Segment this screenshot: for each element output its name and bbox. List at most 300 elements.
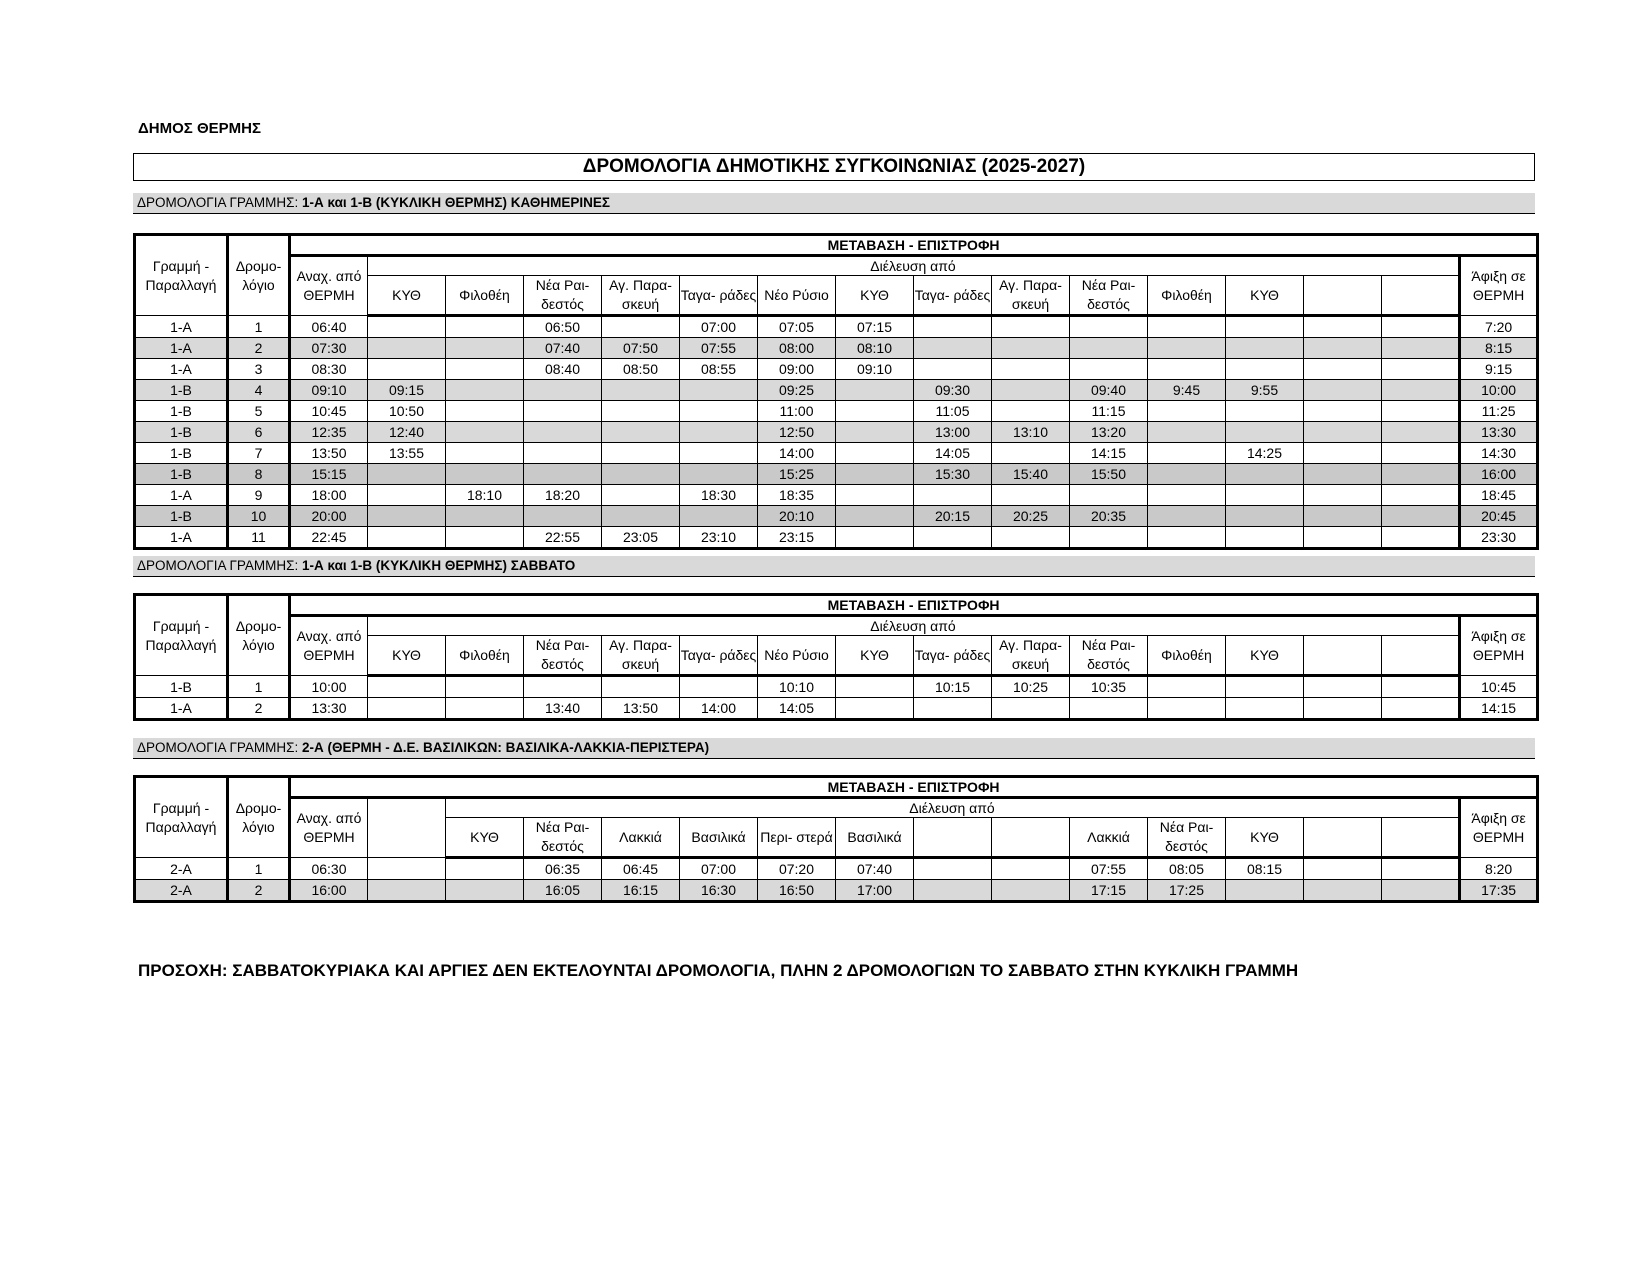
- stop-header: Βασιλικά: [680, 818, 758, 858]
- table-cell: [1304, 380, 1382, 401]
- stop-header: ΚΥΘ: [368, 276, 446, 316]
- table-row: [135, 422, 1538, 443]
- stop-header: Λακκιά: [602, 818, 680, 858]
- stop-header: Φιλοθέη: [1148, 276, 1226, 316]
- table-cell: [602, 485, 680, 506]
- stop-header: Αγ. Παρα- σκευή: [992, 276, 1070, 316]
- table-cell: [1304, 880, 1382, 902]
- table-row: [135, 401, 1538, 422]
- table-cell: [1226, 464, 1304, 485]
- table-cell: 13:55: [368, 443, 446, 464]
- table-cell: [680, 464, 758, 485]
- table-cell: 09:10: [836, 359, 914, 380]
- table-cell: 1-Β: [135, 380, 228, 401]
- table-cell: 14:25: [1226, 443, 1304, 464]
- section-prefix: ΔΡΟΜΟΛΟΓΙΑ ΓΡΑΜΜΗΣ:: [137, 558, 299, 573]
- table-cell: 1-Α: [135, 485, 228, 506]
- table-cell: [1382, 506, 1460, 527]
- table-cell: 18:10: [446, 485, 524, 506]
- table-cell: 20:10: [758, 506, 836, 527]
- table-cell: 10:45: [290, 401, 368, 422]
- table-cell: 13:10: [992, 422, 1070, 443]
- table-cell: 14:00: [680, 698, 758, 720]
- table-cell: [602, 380, 680, 401]
- table-cell: 09:30: [914, 380, 992, 401]
- table-cell: 16:50: [758, 880, 836, 902]
- table-cell: [992, 401, 1070, 422]
- table-row: [135, 527, 1538, 549]
- stop-header: Ταγα- ράδες: [914, 276, 992, 316]
- table-cell: [914, 880, 992, 902]
- table-cell: 1: [228, 316, 290, 338]
- stop-header: Νέα Ραι- δεστός: [1070, 636, 1148, 676]
- table-cell: 11:25: [1460, 401, 1538, 422]
- schedule-table-line-2a: [133, 775, 1539, 903]
- table-cell: 08:40: [524, 359, 602, 380]
- table-cell: 14:15: [1460, 698, 1538, 720]
- table-cell: 16:15: [602, 880, 680, 902]
- table-cell: 9:45: [1148, 380, 1226, 401]
- table-cell: 08:50: [602, 359, 680, 380]
- table-cell: [602, 676, 680, 698]
- table-cell: 3: [228, 359, 290, 380]
- table-cell: 06:30: [290, 858, 368, 880]
- table-cell: [1226, 676, 1304, 698]
- table-cell: 18:35: [758, 485, 836, 506]
- stop-header: ΚΥΘ: [836, 276, 914, 316]
- table-cell: [1382, 338, 1460, 359]
- header-line: Γραμμή - Παραλλαγή: [135, 235, 228, 316]
- table-cell: [992, 316, 1070, 338]
- table-cell: 1-Β: [135, 676, 228, 698]
- table-cell: 17:00: [836, 880, 914, 902]
- table-cell: [1382, 880, 1460, 902]
- table-cell: 2: [228, 880, 290, 902]
- table-cell: 2-Α: [135, 880, 228, 902]
- table-cell: 10:50: [368, 401, 446, 422]
- table-cell: 9:15: [1460, 359, 1538, 380]
- table-cell: [914, 527, 992, 549]
- stop-header: [1382, 818, 1460, 858]
- table-cell: 17:35: [1460, 880, 1538, 902]
- table-cell: 2-Α: [135, 858, 228, 880]
- stop-header: Περι- στερά: [758, 818, 836, 858]
- schedule-table-saturday: [133, 593, 1539, 721]
- table-cell: [914, 698, 992, 720]
- stop-header: [1382, 636, 1460, 676]
- stop-header: Βασιλικά: [836, 818, 914, 858]
- table-cell: 15:50: [1070, 464, 1148, 485]
- table-cell: 9:55: [1226, 380, 1304, 401]
- table-cell: [524, 401, 602, 422]
- table-cell: [992, 527, 1070, 549]
- table-cell: [1226, 880, 1304, 902]
- stop-header: [914, 818, 992, 858]
- table-cell: [1070, 485, 1148, 506]
- table-cell: [446, 401, 524, 422]
- table-cell: [602, 464, 680, 485]
- header-passing: Διέλευση από: [368, 256, 1460, 276]
- header-transition: ΜΕΤΑΒΑΣΗ - ΕΠΙΣΤΡΟΦΗ: [290, 235, 1538, 256]
- section-prefix: ΔΡΟΜΟΛΟΓΙΑ ΓΡΑΜΜΗΣ:: [137, 195, 299, 210]
- table-cell: 8:15: [1460, 338, 1538, 359]
- table-cell: 09:15: [368, 380, 446, 401]
- table-cell: 1-Β: [135, 506, 228, 527]
- table-cell: 10:15: [914, 676, 992, 698]
- table-cell: 18:30: [680, 485, 758, 506]
- table-cell: [1070, 527, 1148, 549]
- table-cell: [992, 359, 1070, 380]
- table-cell: 15:25: [758, 464, 836, 485]
- table-cell: [836, 698, 914, 720]
- table-cell: [1304, 506, 1382, 527]
- table-cell: [680, 401, 758, 422]
- table-row: [135, 485, 1538, 506]
- table-cell: 13:00: [914, 422, 992, 443]
- table-cell: [1070, 698, 1148, 720]
- table-row: [135, 316, 1538, 338]
- table-cell: 16:30: [680, 880, 758, 902]
- table-cell: 1-Β: [135, 401, 228, 422]
- table-cell: 09:25: [758, 380, 836, 401]
- table-cell: 10: [228, 506, 290, 527]
- table-cell: [992, 698, 1070, 720]
- table-cell: [1304, 527, 1382, 549]
- table-cell: 13:40: [524, 698, 602, 720]
- table-cell: [1148, 422, 1226, 443]
- table-cell: [680, 380, 758, 401]
- stop-header: ΚΥΘ: [1226, 276, 1304, 316]
- header-depart: Αναχ. από ΘΕΡΜΗ: [290, 798, 368, 858]
- section-title: 1-Α και 1-Β (ΚΥΚΛΙΚΗ ΘΕΡΜΗΣ) ΣΑΒΒΑΤΟ: [302, 558, 576, 573]
- table-cell: 09:40: [1070, 380, 1148, 401]
- table-cell: [836, 676, 914, 698]
- table-cell: 9: [228, 485, 290, 506]
- table-cell: [1304, 485, 1382, 506]
- table-cell: [1382, 422, 1460, 443]
- table-cell: 2: [228, 338, 290, 359]
- table-cell: [1304, 443, 1382, 464]
- table-cell: [1382, 380, 1460, 401]
- table-cell: 10:45: [1460, 676, 1538, 698]
- table-cell: [368, 698, 446, 720]
- stop-header: ΚΥΘ: [1226, 818, 1304, 858]
- stop-header: Νέο Ρύσιο: [758, 276, 836, 316]
- table-cell: 1-Α: [135, 698, 228, 720]
- table-cell: 17:25: [1148, 880, 1226, 902]
- table-cell: 16:05: [524, 880, 602, 902]
- section-header-line-2a: [133, 738, 1535, 759]
- table-cell: 16:00: [1460, 464, 1538, 485]
- table-cell: [1148, 527, 1226, 549]
- table-cell: 08:05: [1148, 858, 1226, 880]
- header-depart: Αναχ. από ΘΕΡΜΗ: [290, 256, 368, 316]
- table-cell: [1070, 359, 1148, 380]
- stop-header: Ταγα- ράδες: [914, 636, 992, 676]
- table-cell: [1304, 422, 1382, 443]
- stop-header: Φιλοθέη: [446, 636, 524, 676]
- table-cell: 1-Α: [135, 359, 228, 380]
- stop-header: [992, 818, 1070, 858]
- header-depart: Αναχ. από ΘΕΡΜΗ: [290, 616, 368, 676]
- table-cell: 20:00: [290, 506, 368, 527]
- table-cell: 11: [228, 527, 290, 549]
- stop-header: Νέα Ραι- δεστός: [1148, 818, 1226, 858]
- table-cell: 06:50: [524, 316, 602, 338]
- table-cell: [836, 527, 914, 549]
- table-cell: [1304, 338, 1382, 359]
- stop-header: ΚΥΘ: [1226, 636, 1304, 676]
- table-cell: 07:50: [602, 338, 680, 359]
- table-cell: 09:10: [290, 380, 368, 401]
- table-cell: [368, 316, 446, 338]
- table-cell: 7:20: [1460, 316, 1538, 338]
- table-cell: 1: [228, 676, 290, 698]
- table-cell: 07:00: [680, 316, 758, 338]
- table-cell: [1382, 359, 1460, 380]
- table-cell: [446, 422, 524, 443]
- table-cell: 08:30: [290, 359, 368, 380]
- table-cell: [1304, 676, 1382, 698]
- table-cell: [1382, 485, 1460, 506]
- stop-header: Ταγα- ράδες: [680, 276, 758, 316]
- table-cell: [524, 506, 602, 527]
- table-cell: 11:15: [1070, 401, 1148, 422]
- stop-header: Νέα Ραι- δεστός: [524, 818, 602, 858]
- table-cell: 10:00: [290, 676, 368, 698]
- table-cell: 07:40: [524, 338, 602, 359]
- table-cell: 07:20: [758, 858, 836, 880]
- table-cell: [1148, 359, 1226, 380]
- table-cell: [1148, 676, 1226, 698]
- table-cell: 2: [228, 698, 290, 720]
- table-row: [135, 359, 1538, 380]
- table-cell: [446, 506, 524, 527]
- table-cell: [836, 485, 914, 506]
- table-row: [135, 464, 1538, 485]
- table-cell: 11:00: [758, 401, 836, 422]
- stop-header: Φιλοθέη: [1148, 636, 1226, 676]
- table-cell: [1226, 422, 1304, 443]
- table-cell: [992, 880, 1070, 902]
- stop-header: Νέα Ραι- δεστός: [524, 636, 602, 676]
- table-cell: 12:35: [290, 422, 368, 443]
- section-header-saturday: [133, 556, 1535, 577]
- table-cell: [368, 464, 446, 485]
- table-cell: 10:35: [1070, 676, 1148, 698]
- table-cell: [680, 443, 758, 464]
- table-cell: 23:15: [758, 527, 836, 549]
- table-row: [135, 443, 1538, 464]
- table-cell: 1-Α: [135, 316, 228, 338]
- table-cell: [680, 506, 758, 527]
- table-cell: [680, 676, 758, 698]
- stop-header: [1304, 276, 1382, 316]
- stop-header: Αγ. Παρα- σκευή: [602, 636, 680, 676]
- table-cell: [680, 422, 758, 443]
- table-cell: [524, 464, 602, 485]
- stop-header: Αγ. Παρα- σκευή: [992, 636, 1070, 676]
- table-cell: [1148, 443, 1226, 464]
- table-cell: [836, 422, 914, 443]
- table-cell: [1148, 464, 1226, 485]
- table-row: [135, 506, 1538, 527]
- table-cell: [1382, 443, 1460, 464]
- table-cell: 13:50: [602, 698, 680, 720]
- table-cell: 10:25: [992, 676, 1070, 698]
- table-cell: [914, 316, 992, 338]
- table-cell: 14:30: [1460, 443, 1538, 464]
- table-cell: [836, 464, 914, 485]
- table-cell: 1-Β: [135, 443, 228, 464]
- table-cell: 1-Β: [135, 422, 228, 443]
- table-cell: 1: [228, 858, 290, 880]
- table-cell: 20:25: [992, 506, 1070, 527]
- table-cell: [524, 443, 602, 464]
- table-cell: [1382, 316, 1460, 338]
- table-cell: [1304, 401, 1382, 422]
- header-passing: Διέλευση από: [446, 798, 1460, 818]
- table-cell: 17:15: [1070, 880, 1148, 902]
- table-cell: [992, 485, 1070, 506]
- table-cell: 20:15: [914, 506, 992, 527]
- stop-header: Φιλοθέη: [446, 276, 524, 316]
- table-cell: 08:55: [680, 359, 758, 380]
- section-title: 1-Α και 1-Β (ΚΥΚΛΙΚΗ ΘΕΡΜΗΣ) ΚΑΘΗΜΕΡΙΝΕΣ: [302, 195, 611, 210]
- table-cell: 23:10: [680, 527, 758, 549]
- table-cell: [1148, 401, 1226, 422]
- table-cell: [602, 316, 680, 338]
- table-cell: 07:05: [758, 316, 836, 338]
- table-cell: 06:45: [602, 858, 680, 880]
- table-cell: [1226, 527, 1304, 549]
- header-line: Γραμμή - Παραλλαγή: [135, 595, 228, 676]
- table-cell: [1226, 698, 1304, 720]
- table-cell: [992, 338, 1070, 359]
- stop-header: Ταγα- ράδες: [680, 636, 758, 676]
- table-cell: [914, 338, 992, 359]
- table-cell: [524, 676, 602, 698]
- table-cell: 8:20: [1460, 858, 1538, 880]
- table-cell: [914, 858, 992, 880]
- table-cell: [1148, 338, 1226, 359]
- table-cell: 10:10: [758, 676, 836, 698]
- stop-header: Νέα Ραι- δεστός: [524, 276, 602, 316]
- stop-header: Νέα Ραι- δεστός: [1070, 276, 1148, 316]
- table-row: [135, 858, 1538, 880]
- table-cell: 07:00: [680, 858, 758, 880]
- table-cell: 4: [228, 380, 290, 401]
- table-cell: 1-Α: [135, 338, 228, 359]
- table-cell: 08:10: [836, 338, 914, 359]
- stop-header: ΚΥΘ: [836, 636, 914, 676]
- header-blank: [368, 798, 446, 858]
- table-cell: 15:15: [290, 464, 368, 485]
- table-cell: [446, 676, 524, 698]
- table-row: [135, 380, 1538, 401]
- table-cell: [1148, 506, 1226, 527]
- table-cell: 13:30: [1460, 422, 1538, 443]
- table-cell: 23:05: [602, 527, 680, 549]
- table-cell: 15:30: [914, 464, 992, 485]
- table-cell: [368, 858, 446, 880]
- table-cell: [446, 527, 524, 549]
- table-cell: [836, 443, 914, 464]
- header-arrive: Άφιξη σε ΘΕΡΜΗ: [1460, 798, 1538, 858]
- table-cell: 15:40: [992, 464, 1070, 485]
- table-cell: [992, 380, 1070, 401]
- table-cell: [1148, 316, 1226, 338]
- table-cell: 06:40: [290, 316, 368, 338]
- header-passing: Διέλευση από: [368, 616, 1460, 636]
- table-cell: 07:40: [836, 858, 914, 880]
- table-cell: 20:45: [1460, 506, 1538, 527]
- table-cell: 13:50: [290, 443, 368, 464]
- table-cell: [1382, 527, 1460, 549]
- table-cell: [446, 380, 524, 401]
- section-header-weekdays: [133, 193, 1535, 214]
- header-trip: Δρομο- λόγιο: [228, 777, 290, 858]
- stop-header: Νέο Ρύσιο: [758, 636, 836, 676]
- table-cell: [1148, 485, 1226, 506]
- table-cell: [1226, 401, 1304, 422]
- table-cell: 14:00: [758, 443, 836, 464]
- table-cell: [914, 485, 992, 506]
- table-cell: [1226, 338, 1304, 359]
- table-row: [135, 880, 1538, 902]
- table-row: [135, 698, 1538, 720]
- table-cell: [1226, 316, 1304, 338]
- table-cell: [1304, 316, 1382, 338]
- table-cell: [1226, 506, 1304, 527]
- table-cell: [1226, 485, 1304, 506]
- table-cell: [446, 880, 524, 902]
- table-cell: 07:55: [680, 338, 758, 359]
- table-cell: [1226, 359, 1304, 380]
- table-cell: 07:15: [836, 316, 914, 338]
- table-cell: [836, 506, 914, 527]
- stop-header: ΚΥΘ: [446, 818, 524, 858]
- table-cell: 07:55: [1070, 858, 1148, 880]
- table-cell: [1304, 464, 1382, 485]
- table-cell: 10:00: [1460, 380, 1538, 401]
- table-cell: 13:20: [1070, 422, 1148, 443]
- header-trip: Δρομο- λόγιο: [228, 595, 290, 676]
- table-cell: [446, 316, 524, 338]
- table-cell: 13:30: [290, 698, 368, 720]
- table-cell: 11:05: [914, 401, 992, 422]
- table-cell: [1304, 858, 1382, 880]
- table-cell: 22:55: [524, 527, 602, 549]
- table-cell: 14:05: [758, 698, 836, 720]
- table-cell: [836, 380, 914, 401]
- table-cell: [602, 506, 680, 527]
- table-cell: 07:30: [290, 338, 368, 359]
- table-cell: [446, 698, 524, 720]
- table-cell: [446, 443, 524, 464]
- stop-header: ΚΥΘ: [368, 636, 446, 676]
- schedule-table-weekdays: [133, 233, 1539, 550]
- notice: ΠΡΟΣΟΧΗ: ΣΑΒΒΑΤΟΚΥΡΙΑΚΑ ΚΑΙ ΑΡΓΙΕΣ ΔΕΝ ΕΚΤΕΛΟΥΝΤΑΙ ΔΡΟΜΟΛΟΓΙΑ, ΠΛΗΝ 2 ΔΡΟΜΟΛΟΓΙΩΝ ΤΟ ΣΑΒΒΑΤΟ ΣΤΗΝ ΚΥΚΛΙΚΗ ΓΡΑΜΜΗ: [138, 961, 1299, 980]
- section-title: 2-Α (ΘΕΡΜΗ - Δ.Ε. ΒΑΣΙΛΙΚΩΝ: ΒΑΣΙΛΙΚΑ-ΛΑΚΚΙΑ-ΠΕΡΙΣΤΕΡΑ): [302, 740, 710, 755]
- table-cell: 18:45: [1460, 485, 1538, 506]
- table-row: [135, 676, 1538, 698]
- table-cell: [446, 338, 524, 359]
- table-cell: [368, 485, 446, 506]
- table-cell: 18:20: [524, 485, 602, 506]
- table-cell: 14:15: [1070, 443, 1148, 464]
- table-cell: 1-Α: [135, 527, 228, 549]
